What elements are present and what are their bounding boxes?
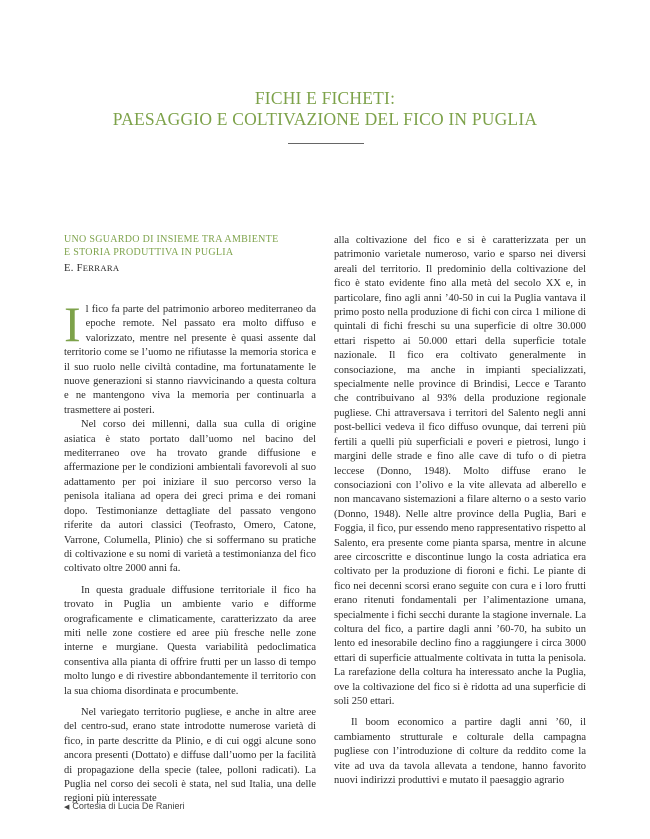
page-title-line-2: PAESAGGIO E COLTIVAZIONE DEL FICO IN PUGLIA: [112, 109, 538, 129]
paragraph-1: [64, 296, 316, 418]
paragraph-6: Il boom economico a partire dagli anni ’60, il cambiamento strutturale e colturale della campagna pugliese con l’introduzione di colture da reddito come la vite ad uva da tavola allevata a tendone, hanno favorito nuovi indirizzi produttivi e mutato il paesaggio agrario: [334, 717, 586, 787]
author-byline: [64, 262, 316, 275]
section-heading-line-2: E STORIA PRODUTTIVA IN PUGLIA: [64, 246, 234, 258]
drop-cap: I: [64, 296, 81, 352]
right-column: [334, 234, 586, 788]
section-heading: [64, 234, 316, 259]
triangle-left-icon: ◀: [64, 804, 70, 811]
paragraph-5: alla coltivazione del fico e si è caratterizzata per un patrimonio varietale numeroso, vario e sparso nei diversi areali del territorio. Il predominio della coltivazione del fico è stato evidente fino alla metà del secolo XX e, in particolare, fino agli anni ’40-50 in cui la Puglia vantava il primo posto nella produzione di fichi con circa 1 milione di quintali di fichi freschi su una superficie di oltre 30.000 ettari rispetto ai 50.000 ettari della superficie totale nazionale. Il fico era coltivato generalmente in consociazione, ma anche in impianti specializzati, specialmente nelle province di Brindisi, Lecce e Taranto che contribuivano al 93% della produzione regionale pugliese. Chi attraversava i territori del Salento negli anni post-bellici vedeva il fico diffuso ovunque, dai terreni più fertili a quelli più superficiali e poveri e pietrosi, lungo i margini delle strade e fino alle cave di tufo o di pietra leccese (Donno, 1948). Molto diffuse erano le consociazioni con l’olivo e la vite allevata ad alberello e non mancavano sistemazioni a filare alterno o a sesto vario (Donno, 1948). Nelle altre province della Puglia, Bari e Foggia, il fico, pur essendo meno rappresentativo rispetto al Salento, era presente come pianta sparsa, mentre in alcune aree circoscritte e discontinue lungo la costa adriatica era coltivato per la produzione di fioroni e fichi. Le piante di fico nei decenni scorsi erano seguite con cura e i loro frutti erano ritenuti fondamentali per l’alimentazione umana, specialmente i fichi secchi durante la stagione invernale. La coltura del fico, a partire dagli anni ’60-70, ha subito un lento ed inesorabile declino fino a raggiungere i circa 3000 ettari di superficie attualmente coltivata in tutta la penisola. La rarefazione della coltura ha interessato anche la Puglia, ove la coltivazione del fico si è ridotta ad una superficie di soli 250 ettari.: [334, 235, 586, 707]
paragraph-4: Nel variegato territorio pugliese, e anche in altre aree del centro-sud, erano state introdotte numerose varietà di fico, in parte descritte da Plinio, e di cui oggi alcune sono ancora presenti (Dottato) e diffuse dall’uomo per la facilità di propagazione della specie (talee, polloni radicati). La Puglia nel corso dei secoli è stata, nel sud Italia, una delle regioni più interessate: [64, 706, 316, 805]
page-title-line-1: FICHI E FICHETI:: [254, 88, 396, 108]
author-initial: E.: [64, 263, 74, 274]
author-surname: [77, 263, 120, 274]
author-surname-initial: F: [76, 263, 83, 274]
page-title: [0, 88, 650, 130]
left-column: [64, 234, 316, 807]
photo-caption: [64, 801, 184, 811]
caption-text: Cortesia di Lucia De Ranieri: [72, 801, 185, 811]
title-divider: [288, 143, 364, 144]
paragraph-2: Nel corso dei millenni, dalla sua culla di origine asiatica è stato portato dall’uomo nel bacino del mediterraneo ove ha trovato grande diffusione e affermazione per le condizioni ambientali favorevoli al suo adattamento per poi iniziare il suo percorso verso la penisola italiana ad opera dei greci prima e dei romani dopo. Testimonianze dettagliate del passato vengono riferite da autori classici (Teofrasto, Omero, Catone, Varrone, Columella, Plinio) che si soffermano su pratiche di coltivazione e su nomi di varietà a testimonianza del fico coltivato oltre 2000 anni fa.: [64, 419, 316, 575]
paragraph-3: In questa graduale diffusione territoriale il fico ha trovato in Puglia un ambiente vario e difforme orograficamente e climaticamente, caratterizzato da aree miti nelle zone costiere ed aree più fresche nelle zone interne e murgiane. Questa variabilità pedoclimatica consentiva alla pianta di offrire frutti per un lasso di tempo molto lungo e di rivestire abbondantemente il territorio con la sua chioma disordinata e procumbente.: [64, 584, 316, 697]
paragraph-1-text: l fico fa parte del patrimonio arboreo mediterraneo da epoche remote. Nel passato era molto diffuso e valorizzato, mentre nel presente è quasi assente dal territorio come se l’uomo ne rifiutasse la memoria storica e il suo ruolo nelle civiltà contadine, ma fortunatamente le nuove generazioni si stanno riavvicinando a questa coltura e ne mantengono viva la memoria per continuarla a trasmettere ai posteri.: [64, 304, 316, 416]
section-heading-line-1: UNO SGUARDO DI INSIEME TRA AMBIENTE: [64, 234, 279, 245]
author-surname-rest: ERRARA: [82, 263, 120, 273]
